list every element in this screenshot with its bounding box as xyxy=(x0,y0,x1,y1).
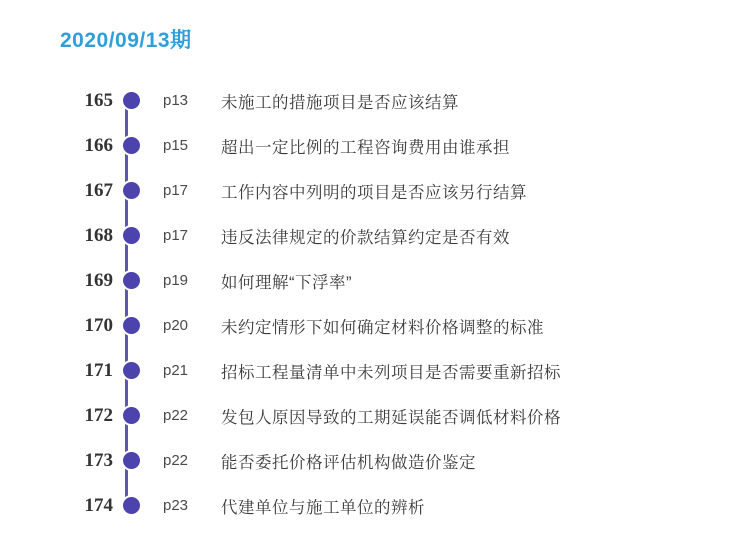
item-number: 169 xyxy=(84,269,113,291)
item-page-number: p19 xyxy=(163,272,189,289)
item-page-number: p17 xyxy=(163,227,189,244)
item-topic: 招标工程量清单中未列项目是否需要重新招标 xyxy=(221,363,561,382)
item-page-number: p23 xyxy=(163,497,189,514)
list-item[interactable] xyxy=(55,168,695,213)
list-item[interactable] xyxy=(55,348,695,393)
timeline-dot-icon xyxy=(123,407,140,424)
list-item[interactable] xyxy=(55,213,695,258)
timeline-dot-cell xyxy=(113,407,149,424)
item-topic: 超出一定比例的工程咨询费用由谁承担 xyxy=(221,138,510,157)
item-page-number: p21 xyxy=(163,362,189,379)
timeline-dot-cell xyxy=(113,497,149,514)
item-number: 172 xyxy=(84,404,113,426)
timeline-dot-icon xyxy=(123,92,140,109)
timeline-dot-icon xyxy=(123,182,140,199)
item-page-number: p22 xyxy=(163,407,189,424)
item-number: 166 xyxy=(84,134,113,156)
item-page-number: p22 xyxy=(163,452,189,469)
timeline-dot-cell xyxy=(113,137,149,154)
item-topic: 未施工的措施项目是否应该结算 xyxy=(221,93,459,112)
item-topic: 未约定情形下如何确定材料价格调整的标准 xyxy=(221,318,544,337)
timeline-dot-cell xyxy=(113,272,149,289)
timeline-dot-cell xyxy=(113,362,149,379)
page-title: 2020/09/13期 xyxy=(60,29,192,52)
item-number: 171 xyxy=(84,359,113,381)
timeline-dot-icon xyxy=(123,362,140,379)
timeline-dot-icon xyxy=(123,137,140,154)
timeline-dot-icon xyxy=(123,272,140,289)
item-page-number: p20 xyxy=(163,317,189,334)
item-number: 167 xyxy=(84,179,113,201)
timeline-list xyxy=(55,78,695,528)
item-topic: 违反法律规定的价款结算约定是否有效 xyxy=(221,228,510,247)
item-topic: 工作内容中列明的项目是否应该另行结算 xyxy=(221,183,527,202)
list-item[interactable] xyxy=(55,483,695,528)
item-topic: 如何理解“下浮率” xyxy=(221,273,352,292)
list-item[interactable] xyxy=(55,303,695,348)
timeline-dot-cell xyxy=(113,452,149,469)
timeline-dot-cell xyxy=(113,92,149,109)
timeline-dot-cell xyxy=(113,227,149,244)
item-number: 165 xyxy=(84,89,113,111)
timeline-dot-cell xyxy=(113,182,149,199)
timeline-dot-icon xyxy=(123,497,140,514)
item-number: 173 xyxy=(84,449,113,471)
item-topic: 能否委托价格评估机构做造价鉴定 xyxy=(221,453,476,472)
list-item[interactable] xyxy=(55,78,695,123)
item-number: 174 xyxy=(84,494,113,516)
item-page-number: p15 xyxy=(163,137,189,154)
list-item[interactable] xyxy=(55,393,695,438)
list-item[interactable] xyxy=(55,123,695,168)
list-item[interactable] xyxy=(55,258,695,303)
item-number: 168 xyxy=(84,224,113,246)
item-page-number: p17 xyxy=(163,182,189,199)
item-topic: 发包人原因导致的工期延误能否调低材料价格 xyxy=(221,408,561,427)
list-item[interactable] xyxy=(55,438,695,483)
item-topic: 代建单位与施工单位的辨析 xyxy=(221,498,425,517)
item-page-number: p13 xyxy=(163,92,189,109)
timeline-dot-icon xyxy=(123,317,140,334)
item-number: 170 xyxy=(84,314,113,336)
timeline-dot-icon xyxy=(123,452,140,469)
timeline-dot-icon xyxy=(123,227,140,244)
timeline-dot-cell xyxy=(113,317,149,334)
